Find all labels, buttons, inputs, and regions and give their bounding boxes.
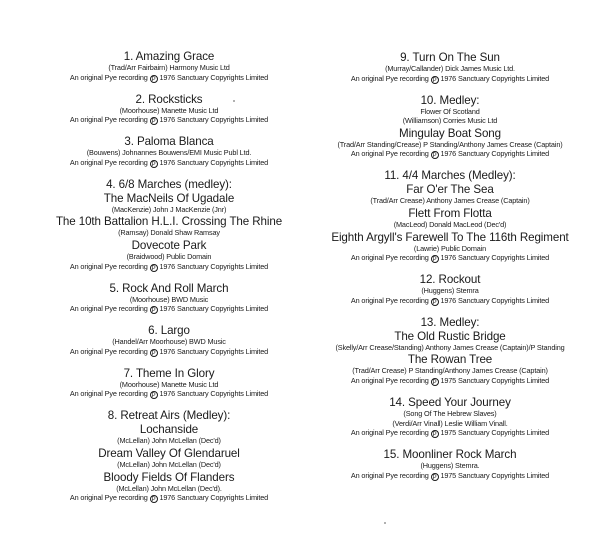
track-title: 8. Retreat Airs (Medley):	[107, 409, 231, 423]
track-credit-line: An original Pye recording P 1975 Sanctuary Copyrights Limited	[350, 470, 550, 481]
print-speck	[384, 522, 386, 524]
medley-part-credit-line: (MacLeod) Donald MacLeod (Dec'd)	[393, 219, 507, 229]
track-title: 13. Medley:	[420, 315, 480, 329]
medley-part-credit-line: An original Pye recording P 1976 Sanctuary Copyrights Limited	[69, 493, 269, 504]
phonogram-copyright-icon: P	[150, 75, 158, 83]
phonogram-copyright-icon: P	[431, 378, 439, 386]
track-entry	[28, 135, 310, 168]
medley-part-credit-line: (McLellan) John McLellan (Dec'd).	[116, 483, 222, 493]
medley-part-title: Eighth Argyll's Farewell To The 116th Regiment	[331, 230, 569, 244]
track-credit-line: An original Pye recording P 1976 Sanctuary Copyrights Limited	[69, 115, 269, 126]
track-entry	[305, 169, 595, 263]
track-title: 15. Moonliner Rock March	[383, 448, 517, 462]
phonogram-copyright-icon: P	[431, 151, 439, 159]
track-title: 7. Theme In Glory	[123, 366, 215, 380]
medley-part-credit-line: (Ramsay) Donald Shaw Ramsay	[118, 228, 220, 238]
track-entry	[28, 93, 310, 126]
medley-part-title: The 10th Battalion H.L.I. Crossing The Rhine	[55, 215, 283, 229]
track-entry	[28, 367, 310, 400]
track-entry	[28, 324, 310, 357]
track-credit-line: (Bouwens) Johnannes Bouwens/EMI Music Publ Ltd.	[86, 148, 252, 158]
track-credit-line: An original Pye recording P 1976 Sanctuary Copyrights Limited	[69, 346, 269, 357]
medley-part-credit-line: (Trad/Arr Standing/Crease) P Standing/Anthony James Crease (Captain)	[337, 139, 563, 149]
phonogram-copyright-icon: P	[150, 349, 158, 357]
phonogram-copyright-icon: P	[431, 76, 439, 84]
medley-part-credit-line: (Trad/Arr Crease) P Standing/Anthony James Crease (Captain)	[352, 366, 548, 376]
medley-part-credit-line: (Trad/Arr Crease) Anthony James Crease (Captain)	[370, 196, 530, 206]
medley-part-title: Flett From Flotta	[408, 206, 492, 220]
track-entry	[28, 282, 310, 315]
phonogram-copyright-icon: P	[431, 298, 439, 306]
medley-part-title: Mingulay Boat Song	[399, 126, 501, 140]
phonogram-copyright-icon: P	[431, 430, 439, 438]
track-entry	[28, 409, 310, 503]
track-credit-line: An original Pye recording P 1976 Sanctuary Copyrights Limited	[69, 157, 269, 168]
medley-part-title: The MacNeils Of Ugadale	[103, 191, 235, 205]
track-credit-line: An original Pye recording P 1976 Sanctuary Copyrights Limited	[69, 72, 269, 83]
phonogram-copyright-icon: P	[150, 306, 158, 314]
track-title: 9. Turn On The Sun	[400, 51, 500, 64]
phonogram-copyright-icon: P	[150, 495, 158, 503]
medley-part-credit-line: (McLellan) John McLellan (Dec'd)	[117, 459, 221, 469]
track-title: 4. 6/8 Marches (medley):	[106, 177, 232, 191]
track-title: 10. Medley:	[420, 93, 480, 107]
track-credit-line: (Moorhouse) Manette Music Ltd	[119, 379, 219, 389]
track-entry	[305, 51, 595, 84]
medley-part-title: Lochanside	[139, 423, 199, 437]
track-entry	[28, 50, 310, 83]
medley-part-title: Dream Valley Of Glendaruel	[98, 446, 240, 460]
phonogram-copyright-icon: P	[150, 264, 158, 272]
track-list-left-column	[28, 50, 310, 513]
track-credit-line: An original Pye recording P 1976 Sanctuary Copyrights Limited	[350, 295, 550, 306]
track-credit-line: (Murray/Callander) Dick James Music Ltd.	[385, 64, 515, 73]
track-credit-line: (Moorhouse) BWD Music	[129, 294, 209, 304]
track-title: 12. Rockout	[419, 273, 481, 287]
track-credit-line: (Verdi/Arr Vinall) Leslie William Vinall.	[392, 418, 508, 428]
medley-part-credit-line: An original Pye recording P 1976 Sanctuary Copyrights Limited	[69, 261, 269, 272]
medley-part-title: The Old Rustic Bridge	[394, 329, 506, 343]
track-credit-line: (Handel/Arr Moorhouse) BWD Music	[112, 337, 226, 347]
track-credit-line: An original Pye recording P 1976 Sanctuary Copyrights Limited	[350, 73, 550, 84]
track-credit-line: (Trad/Arr Fairbairn) Harmony Music Ltd	[108, 63, 230, 72]
track-credit-line: (Williamson) Corries Music Ltd	[402, 116, 498, 126]
medley-part-title: Dovecote Park	[131, 238, 207, 252]
phonogram-copyright-icon: P	[150, 160, 158, 168]
medley-part-title: Bloody Fields Of Flanders	[103, 470, 235, 484]
track-credit-line: An original Pye recording P 1976 Sanctuary Copyrights Limited	[69, 389, 269, 400]
print-speck	[233, 100, 235, 102]
track-title: 3. Paloma Blanca	[124, 135, 214, 149]
track-title: 1. Amazing Grace	[123, 50, 215, 63]
track-credit-line: Flower Of Scotland	[420, 106, 480, 116]
track-entry	[305, 396, 595, 438]
track-entry	[305, 316, 595, 386]
phonogram-copyright-icon: P	[431, 473, 439, 481]
track-credit-line: An original Pye recording P 1976 Sanctuary Copyrights Limited	[69, 304, 269, 315]
track-title: 6. Largo	[148, 324, 190, 338]
track-credit-line: An original Pye recording P 1975 Sanctuary Copyrights Limited	[350, 428, 550, 439]
track-credit-line: (Moorhouse) Manette Music Ltd	[119, 105, 219, 115]
medley-part-credit-line: (Skelly/Arr Crease/Standing) Anthony James Crease (Captain)/P Standing	[335, 342, 565, 352]
track-entry	[305, 273, 595, 306]
medley-part-credit-line: An original Pye recording P 1976 Sanctuary Copyrights Limited	[350, 149, 550, 160]
medley-part-credit-line: (Braidwood) Public Domain	[126, 251, 212, 261]
track-title: 5. Rock And Roll March	[109, 281, 229, 295]
track-title: 14. Speed Your Journey	[389, 395, 511, 409]
track-title: 2. Rocksticks	[135, 92, 203, 106]
medley-part-credit-line: An original Pye recording P 1975 Sanctuary Copyrights Limited	[350, 375, 550, 386]
medley-part-title: The Rowan Tree	[407, 353, 493, 367]
phonogram-copyright-icon: P	[150, 117, 158, 125]
track-credit-line: (Huggens) Stemra	[421, 286, 479, 296]
medley-part-credit-line: (McLellan) John McLellan (Dec'd)	[117, 436, 221, 446]
track-credit-line: (Huggens) Stemra.	[420, 461, 480, 471]
medley-part-credit-line: An original Pye recording P 1976 Sanctuary Copyrights Limited	[350, 253, 550, 264]
track-list-right-column	[305, 51, 595, 491]
phonogram-copyright-icon: P	[150, 391, 158, 399]
track-credit-line: (Song Of The Hebrew Slaves)	[403, 408, 497, 418]
phonogram-copyright-icon: P	[431, 255, 439, 263]
track-entry	[305, 448, 595, 481]
track-entry	[305, 94, 595, 160]
track-title: 11. 4/4 Marches (Medley):	[384, 169, 516, 183]
track-entry	[28, 178, 310, 272]
medley-part-title: Far O'er The Sea	[406, 183, 494, 197]
medley-part-credit-line: (MacKenzie) John J MacKenzie (Jnr)	[111, 204, 227, 214]
medley-part-credit-line: (Lawrie) Public Domain	[413, 243, 487, 253]
